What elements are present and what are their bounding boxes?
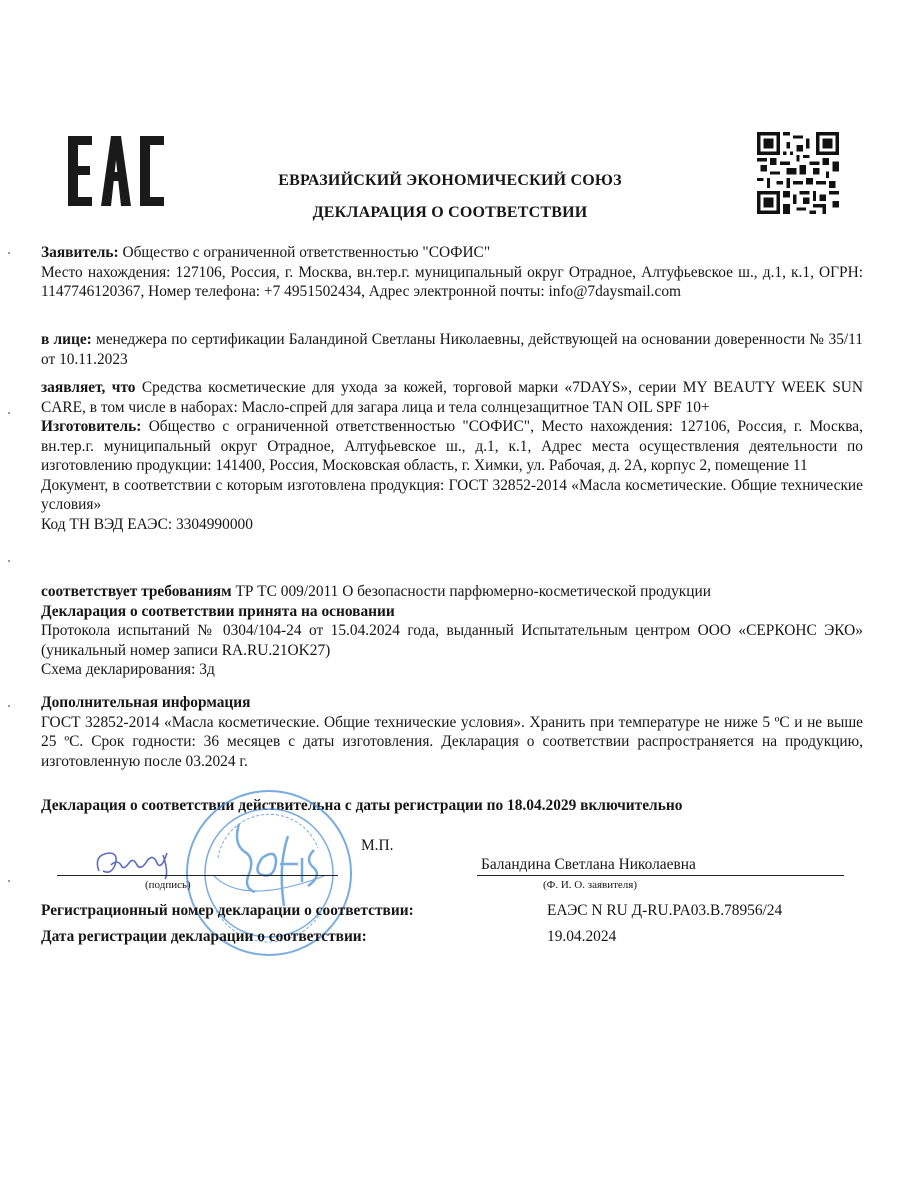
applicant-address: Место нахождения: 127106, Россия, г. Москва, вн.тер.г. муниципальный округ Отрадное, Алтуфьевское ш., д.1, к.1, ОГРН: 1147746120367, Номер телефона: +7 4951502434, Адрес электронной почты: info@7daysmail.com — [41, 263, 863, 300]
applicant-label: Заявитель: — [41, 244, 119, 261]
registration-number-value: ЕАЭС N RU Д-RU.PA03.B.78956/24 — [547, 902, 783, 919]
person-value: менеджера по сертификации Баландиной Светланы Николаевны, действующей на основании доверенности № 35/11 от 10.11.2023 — [41, 331, 863, 368]
signature-line — [57, 875, 338, 876]
validity-line: Декларация о соответствии действительна с даты регистрации по 18.04.2029 включительно — [41, 797, 683, 814]
margin-mark — [8, 412, 10, 414]
applicant-block — [41, 243, 863, 302]
manufacturer-value: Общество с ограниченной ответственностью "СОФИС", Место нахождения: 127106, Россия, г. Москва, вн.тер.г. муниципальный округ Отрадное, Алтуфьевское ш., д.1, к.1, Адрес места осуществления деятельности по изготовлению продукции: 141400, Россия, Московская область, г. Химки, ул. Рабочая, д. 2А, корпус 2, помещение 11 — [41, 418, 863, 474]
applicant-value: Общество с ограниченной ответственностью "СОФИС" — [118, 244, 491, 261]
qr-code-icon — [757, 132, 839, 214]
document-line: Документ, в соответствии с которым изготовлена продукция: ГОСТ 32852-2014 «Масла косметические. Общие технические условия» — [41, 476, 863, 513]
signature-caption: (подпись) — [145, 879, 191, 891]
declares-value: Средства косметические для ухода за кожей, торговой марки «7DAYS», серии MY BEAUTY WEEK SUN CARE, в том числе в наборах: Масло-спрей для загара лица и тела солнцезащитное TAN OIL SPF 10+ — [41, 379, 864, 416]
name-line — [477, 875, 844, 876]
union-title: ЕВРАЗИЙСКИЙ ЭКОНОМИЧЕСКИЙ СОЮЗ — [278, 172, 622, 189]
person-label: в лице: — [41, 331, 92, 348]
declares-block — [41, 378, 863, 534]
mp-label: М.П. — [361, 837, 394, 854]
margin-mark — [8, 252, 10, 254]
eac-logo — [68, 136, 164, 206]
compliance-value: ТР ТС 009/2011 О безопасности парфюмерно-косметической продукции — [231, 583, 711, 600]
margin-mark — [8, 880, 10, 882]
name-caption: (Ф. И. О. заявителя) — [543, 879, 638, 891]
manufacturer-label: Изготовитель: — [41, 418, 142, 435]
compliance-label: соответствует требованиям — [41, 583, 232, 600]
compliance-block — [41, 582, 863, 680]
margin-mark — [8, 560, 10, 562]
additional-label: Дополнительная информация — [41, 694, 251, 711]
registration-number-label: Регистрационный номер декларации о соответствии: — [41, 902, 414, 919]
registration-date-value: 19.04.2024 — [547, 928, 617, 945]
page-title: ДЕКЛАРАЦИЯ О СООТВЕТСТВИИ — [312, 204, 588, 221]
person-block — [41, 330, 863, 369]
additional-block — [41, 693, 863, 771]
additional-value: ГОСТ 32852-2014 «Масла косметические. Общие технические условия». Хранить при температуре не ниже 5 ºС и не выше 25 ºС. Срок годности: 36 месяцев с даты изготовления. Декларация о соответствии распространяется на продукцию, изготовленную после 03.2024 г. — [41, 713, 863, 770]
basis-value: Протокола испытаний № 0304/104-24 от 15.04.2024 года, выданный Испытательным центром ООО «СЕРКОНС ЭКО» (уникальный номер записи RA.RU.21OK27) — [41, 622, 863, 659]
declares-label: заявляет, что — [41, 379, 136, 396]
margin-mark — [8, 705, 10, 707]
basis-label: Декларация о соответствии принята на основании — [41, 602, 395, 620]
scheme-line: Схема декларирования: 3д — [41, 661, 215, 678]
handwritten-signature — [93, 845, 177, 883]
registration-date-label: Дата регистрации декларации о соответствии: — [41, 928, 367, 945]
tnved-line: Код ТН ВЭД ЕАЭС: 3304990000 — [41, 515, 253, 533]
applicant-name: Баландина Светлана Николаевна — [481, 856, 696, 873]
